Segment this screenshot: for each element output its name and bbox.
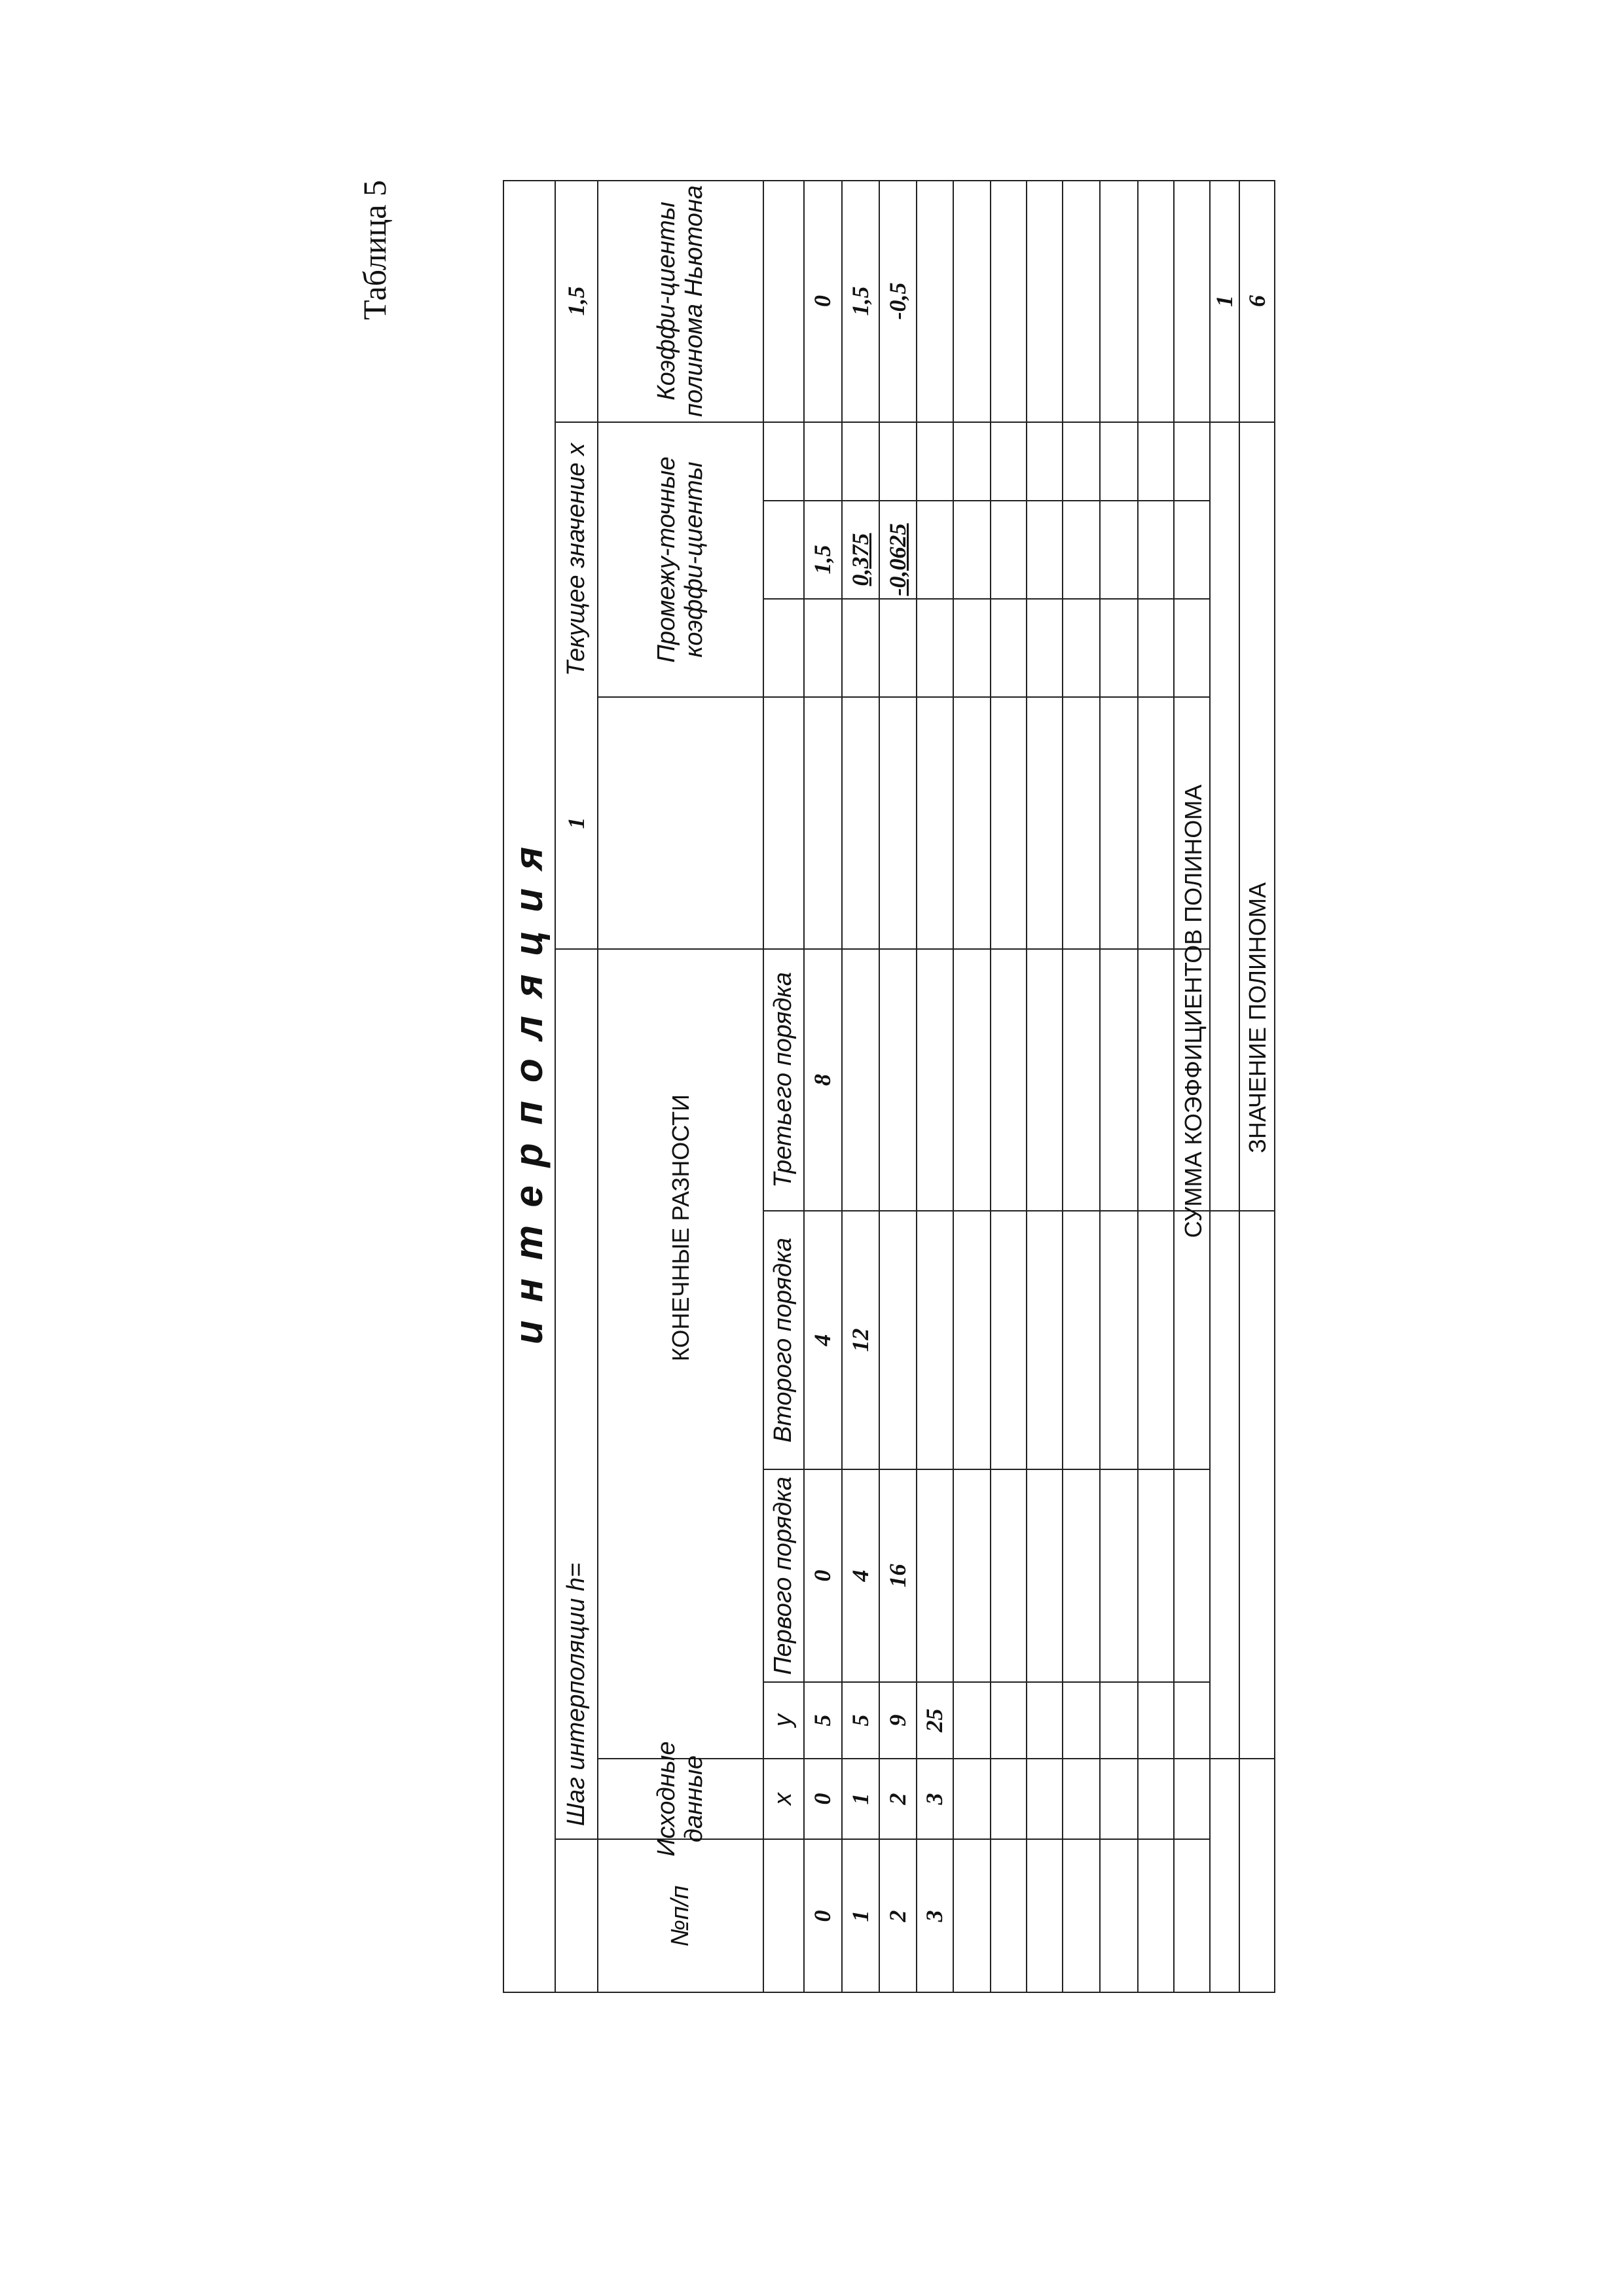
poly-label: ЗНАЧЕНИЕ ПОЛИНОМА [1243,882,1271,1153]
header-source: Исходные данные [652,1741,708,1857]
header-newton: Коэффи-циенты полинома Ньютона [652,185,708,417]
row1-c: 1,5 [847,286,873,316]
sum-value: 1 [1211,295,1237,307]
row1-y: 5 [847,1714,873,1727]
row3-n: 3 [921,1910,948,1922]
row0-p: 1,5 [809,545,836,575]
rotated-table [356,180,1275,1993]
header-x: x [769,1793,797,1805]
header-y: y [769,1714,797,1727]
row1-x: 1 [847,1793,873,1805]
row1-d1: 4 [847,1570,873,1582]
header-diffs: КОНЕЧНЫЕ РАЗНОСТИ [666,1094,694,1362]
row2-c: -0,5 [884,282,911,320]
row2-p: -0,0625 [884,523,911,596]
row2-d1: 16 [884,1564,911,1588]
step-label: Шаг интерполяции h= [562,1562,590,1826]
current-x-label: Текущее значение x [562,443,590,676]
row0-d2: 4 [809,1334,836,1346]
row1-d2: 12 [847,1328,873,1352]
row2-y: 9 [884,1714,911,1727]
row3-d1 [917,1469,953,1682]
sum-label: СУММА КОЭФФИЦИЕНТОВ ПОЛИНОМА [1180,784,1207,1238]
step-value: 1 [562,817,589,829]
row2-d2 [879,1211,917,1469]
row3-d3 [917,949,953,1211]
table-caption: Таблица 5 [356,180,393,320]
row0-d1: 0 [809,1570,836,1582]
header-third: Третьего порядка [769,972,797,1188]
row3-y: 25 [921,1708,948,1732]
header-index: №п/п [666,1885,694,1947]
row0-d3: 8 [809,1074,836,1086]
header-first: Первого порядка [769,1476,797,1676]
row3-x: 3 [921,1793,948,1805]
header-second: Второго порядка [769,1237,797,1443]
row2-d3 [879,949,917,1211]
row1-n: 1 [847,1910,873,1922]
row3-c [917,180,953,422]
row0-c: 0 [809,295,836,307]
poly-value: 6 [1243,295,1270,307]
row0-y: 5 [809,1714,836,1727]
table-title: интерполяция [507,828,551,1345]
row0-n: 0 [809,1910,836,1922]
row2-x: 2 [884,1793,911,1805]
row1-p: 0,375 [847,533,873,586]
row0-x: 0 [809,1793,836,1805]
row1-d3 [842,949,879,1211]
row3-p [917,422,953,697]
current-x-value: 1,5 [562,286,589,316]
row2-n: 2 [884,1910,911,1922]
row3-d2 [917,1211,953,1469]
header-intermediate: Промежу-точные коэффи-циенты [652,456,708,663]
